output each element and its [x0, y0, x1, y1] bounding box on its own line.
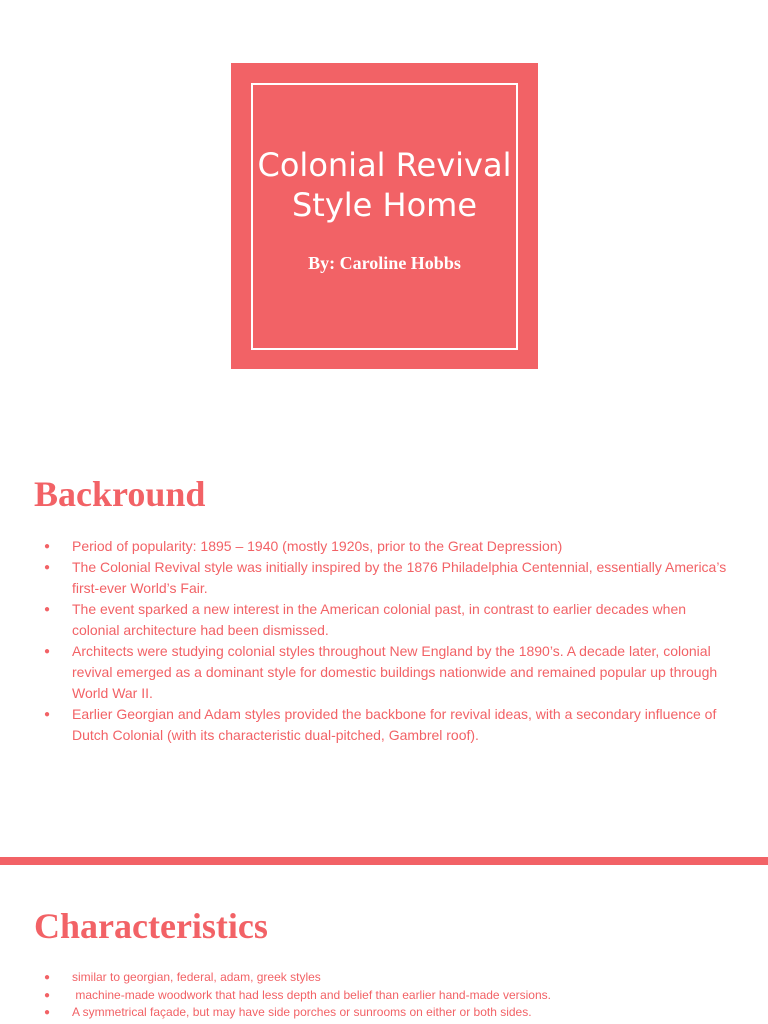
background-list: [44, 536, 734, 746]
list-item-text: Architects were studying colonial styles throughout New England by the 1890’s. A decade later, colonial revival emerged as a dominant style for domestic buildings nationwide and remained popular up through World War II.: [72, 643, 718, 701]
bullet-icon: ●: [44, 1007, 51, 1018]
list-item-text: The event sparked a new interest in the American colonial past, in contrast to earlier decades when colonial architecture had been dismissed.: [72, 601, 687, 638]
list-item-text: Period of popularity: 1895 – 1940 (mostly 1920s, prior to the Great Depression): [72, 538, 563, 554]
list-item-text: A symmetrical façade, but may have side porches or sunrooms on either or both sides.: [72, 1005, 532, 1019]
bullet-icon: ●: [44, 989, 51, 1001]
list-item-text: The Colonial Revival style was initially inspired by the 1876 Philadelphia Centennial, essentially America’s first-ever World’s Fair.: [72, 559, 727, 596]
author-byline: By: Caroline Hobbs: [308, 253, 461, 273]
characteristics-list: [44, 969, 734, 1022]
list-item: [44, 987, 734, 1005]
list-item: [44, 969, 734, 987]
document-title: Colonial Revival Style Home: [257, 146, 512, 224]
bullet-icon: ●: [44, 541, 51, 552]
list-item-text: Earlier Georgian and Adam styles provided the backbone for revival ideas, with a secondary influence of Dutch Colonial (with its characteristic dual-pitched, Gambrel roof).: [72, 706, 717, 743]
list-item: [44, 536, 734, 557]
background-heading: Backround: [34, 474, 206, 514]
bullet-icon: ●: [44, 562, 51, 573]
list-item: [44, 599, 734, 641]
bullet-icon: ●: [44, 709, 51, 720]
list-item: [44, 704, 734, 746]
list-item: [44, 641, 734, 704]
cover-title-frame: [251, 83, 518, 350]
bullet-icon: ●: [44, 646, 51, 657]
list-item: [44, 1004, 734, 1022]
section-divider: [0, 857, 768, 865]
list-item-text: similar to georgian, federal, adam, greek styles: [72, 970, 321, 984]
list-item-text: machine-made woodwork that had less depth and belief than earlier hand-made versions.: [72, 987, 551, 1002]
list-item: [44, 557, 734, 599]
characteristics-heading: Characteristics: [34, 906, 268, 946]
cover-title-box: [231, 63, 538, 369]
bullet-icon: ●: [44, 604, 51, 615]
bullet-icon: ●: [44, 972, 51, 983]
